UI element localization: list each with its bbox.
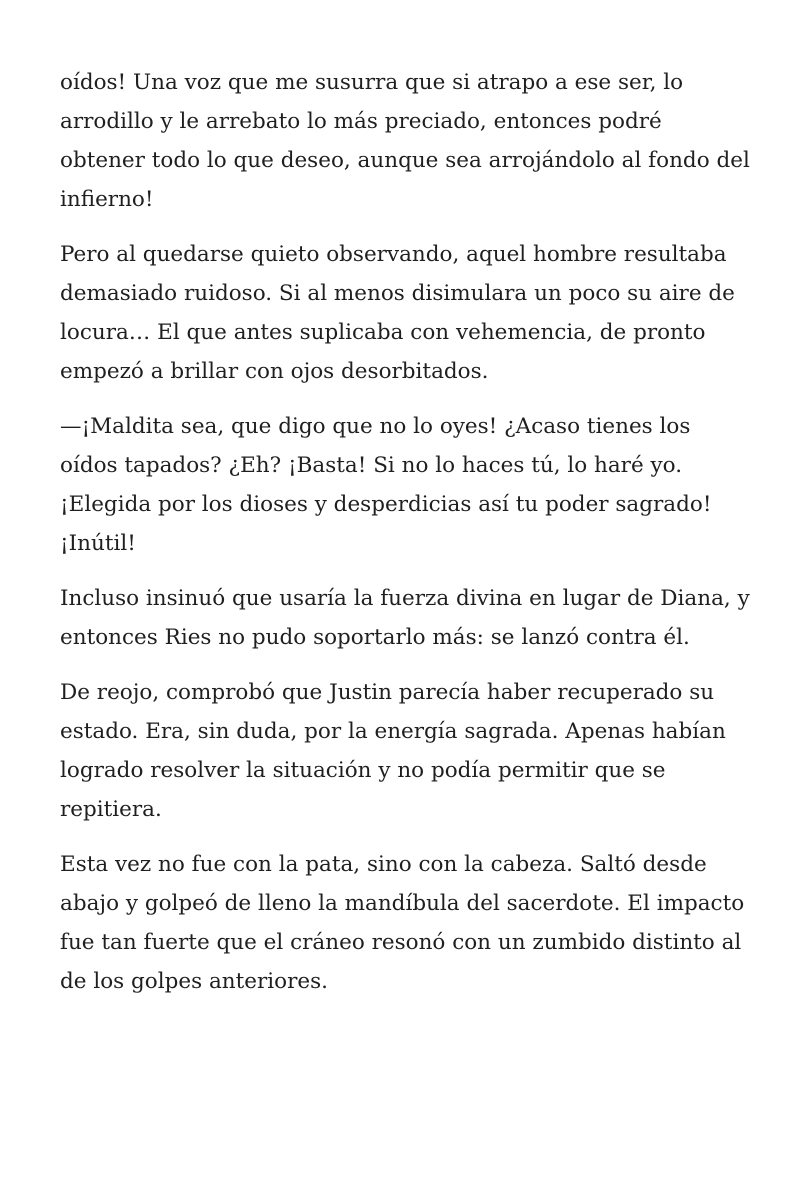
paragraph: —¡Maldita sea, que digo que no lo oyes! ¿Acaso tienes los oídos tapados? ¿Eh? ¡Basta! Si no lo haces tú, lo haré yo. ¡Elegida por los dioses y desperdicias así tu poder sagrado! ¡Inútil! bbox=[60, 414, 712, 556]
document-page bbox=[60, 63, 750, 1017]
paragraph: Incluso insinuó que usaría la fuerza divina en lugar de Diana, y entonces Ries no pudo soportarlo más: se lanzó contra él. bbox=[60, 586, 750, 650]
paragraph: Pero al quedarse quieto observando, aquel hombre resultaba demasiado ruidoso. Si al menos disimulara un poco su aire de locura… El que antes suplicaba con vehemencia, de pronto empezó a brillar con ojos desorbitados. bbox=[60, 242, 735, 384]
paragraph: De reojo, comprobó que Justin parecía haber recuperado su estado. Era, sin duda, por la energía sagrada. Apenas habían logrado resolver la situación y no podía permitir que se repitiera. bbox=[60, 680, 726, 822]
paragraph: oídos! Una voz que me susurra que si atrapo a ese ser, lo arrodillo y le arrebato lo más preciado, entonces podré obtener todo lo que deseo, aunque sea arrojándolo al fondo del infierno! bbox=[60, 70, 750, 212]
paragraph: Esta vez no fue con la pata, sino con la cabeza. Saltó desde abajo y golpeó de lleno la mandíbula del sacerdote. El impacto fue tan fuerte que el cráneo resonó con un zumbido distinto al de los golpes anteriores. bbox=[60, 852, 745, 994]
